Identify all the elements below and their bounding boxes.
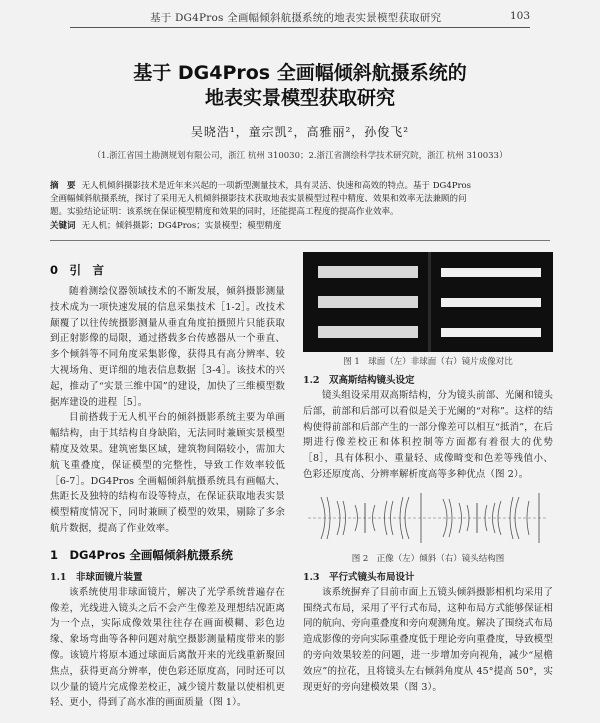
section-1-3-heading: 1.3 平行式镜头布局设计 [303, 571, 415, 583]
keywords: 无人机；倾斜摄影；DG4Pros；实景模型；模型精度 [81, 221, 282, 231]
running-title: 基于 DG4Pros 全画幅倾斜航摄系统的地表实景模型获取研究 [150, 12, 442, 24]
abstract-label: 摘 要 [50, 181, 76, 191]
section-1-1-paragraph: 该系统使用非球面镜片，解决了光学系统普遍存在像差，光线进入镜头之后不会产生像差及理想结况距离为一个点，实际成像效果往往存在画面模糊、彩色边缘、象场弯曲等各种问题对航空摄影测量精度带来的影像。该镜片将原本通过球面后离散开来的光线重新聚回焦点，获得更高分辨率，使色彩还原度高，同时还可以以少量的镜片完成像差校正，减少镜片数量以使相机更轻、更小，得到了高水准的画面质量（图 1）。 [50, 586, 285, 709]
figure-1-image [303, 252, 553, 352]
keywords-label: 关键词 [50, 221, 76, 231]
section-1-3-paragraph: 该系统摒弃了目前市面上五镜头倾斜摄影相机均采用了围绕式布局，采用了平行式布局，这种布局方式能够保证相同的航向、旁向重叠度和旁向观测角度。解决了围绕式布局造成影像的旁向实际重叠度低于理论旁向重叠度，导致模型的旁向效果较差的问题，进一步增加旁向视角，减少“屋檐效应”的拉花，且将镜头左右倾斜角度从 45°提高 50°，实现更好的旁向建模效果（图 3）。 [303, 586, 553, 693]
running-head [70, 10, 530, 28]
figure-2-caption: 图 2 正像（左）倾斜（右）镜头结构图 [351, 553, 505, 564]
title-line-2: 地表实景模型获取研究 [204, 87, 395, 109]
page-number: 103 [509, 10, 530, 22]
intro-paragraph-1: 随着测绘仪器领域技术的不断发展，倾斜摄影测量技术成为一项快速发展的信息采集技术［1-2］。改技术颠覆了以往传统摄影测量从垂直角度拍摄照片只能获取到正射影像的局限，通过搭载多台传感器从一个垂直、多个倾斜等不同角度采集影像，获得具有高分辨率、较大视场角、更详细的地表信息数据［3-4］。该技术的兴起，推动了“实景三维中国”的建设，加快了三维模型数据库建设的进程［5］。 [50, 286, 285, 408]
figure-1-caption: 图 1 球面（左）非球面（右）镜片成像对比 [343, 357, 513, 367]
abstract [50, 180, 550, 233]
intro-paragraph-2: 目前搭载于无人机平台的倾斜摄影系统主要为单画幅结构，由于其结构自身缺陷，无法同时兼顾实景模型精度及效果。建筑密集区域，建筑物间隔较小，需加大航飞重叠度，保证模型的完整性，导致工作效率较低［6-7］。DG4Pros 全画幅倾斜航摄系统具有画幅大、焦距长及独特的结构布设等特点，在保证获取地表实景模型精度情况下，同时兼顾了模型的效果，剔除了多余航片数据，提高了作业效率。 [50, 412, 285, 534]
left-column [50, 250, 285, 711]
section-1-2-paragraph: 镜头组设采用双高斯结构，分为镜头前部、光阑和镜头后部，前部和后部可以看似是关于光阑的“对称”。这样的结构使得前部和后部产生的一部分像差可以相互“抵消”，在后期进行像差校正和体积控制等方面都有着很大的优势［8］，具有体积小、重量轻、成像畸变和色差等残值小、色彩还原度高、分辨率解析度高等多种优点（图 2）。 [303, 390, 553, 480]
section-1-2-heading: 1.2 双高斯结构镜头设定 [303, 375, 415, 386]
header-rule [70, 27, 530, 28]
article-title [0, 61, 600, 111]
abstract-line-1: 摘 要 无人机倾斜摄影技术是近年来兴起的一项新型测量技术，具有灵活、快速和高效的特点。基于 DG4Pros [50, 181, 471, 191]
abstract-line-2: 全画幅倾斜航摄系统，探讨了采用无人机倾斜摄影技术获取地表实景模型过程中精度、效果和效率无法兼顾的问 [50, 194, 467, 204]
affiliation: （1.浙江省国土勘测规划有限公司，浙江 杭州 310030；2.浙江省测绘科学技术研究院，浙江 杭州 310033） [92, 151, 508, 161]
abstract-line-3: 题。实验结论证明：该系统在保证模型精度和效果的同时，还能提高工程度的提高作业效率。 [50, 207, 399, 217]
section-1-1-heading: 1.1 非球面镜片装置 [50, 571, 143, 583]
abstract-rule [50, 240, 550, 241]
figure-1 [303, 252, 553, 352]
figure-2-image [303, 487, 553, 549]
section-1-heading: 1 DG4Pros 全画幅倾斜航摄系统 [50, 547, 233, 562]
authors: 吴晓浩¹，童宗凯²，高雅丽²，孙俊飞² [190, 125, 410, 139]
section-intro-heading: 0 引 言 [50, 263, 105, 277]
figure-2 [303, 487, 553, 549]
keywords-line [50, 220, 550, 233]
right-column [303, 250, 553, 695]
title-line-1: 基于 DG4Pros 全画幅倾斜航摄系统的 [133, 62, 467, 84]
